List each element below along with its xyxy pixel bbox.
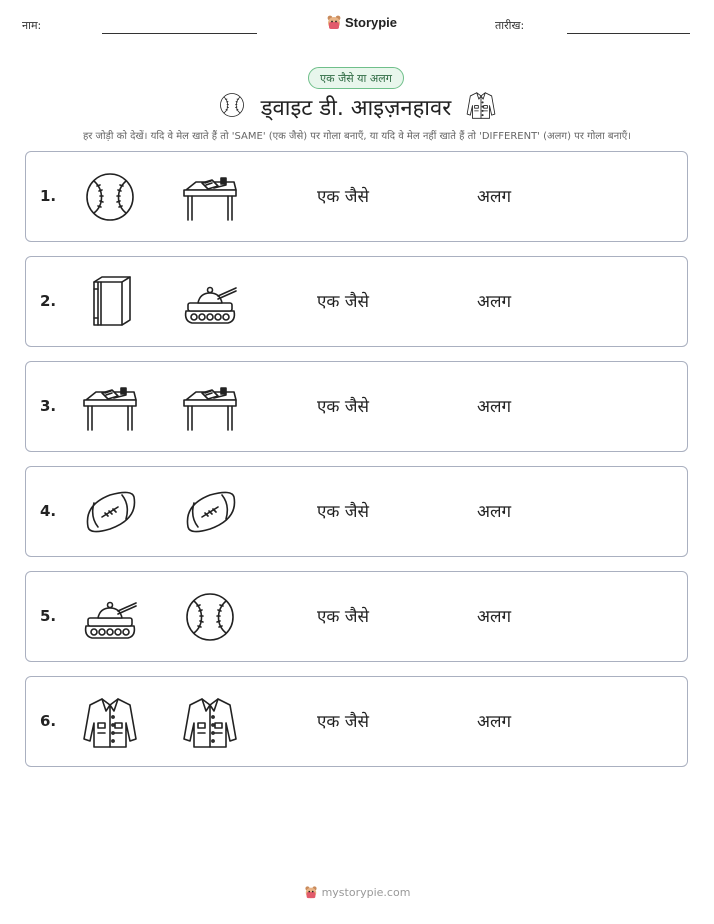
question-number: 5. — [40, 607, 57, 625]
question-number: 2. — [40, 292, 57, 310]
page-title: ड्वाइट डी. आइज़नहावर — [260, 96, 452, 121]
question-row — [25, 361, 688, 452]
question-row — [25, 256, 688, 347]
same-option[interactable]: एक जैसे — [317, 712, 369, 732]
date-label: तारीख: — [495, 19, 525, 32]
brand-logo — [326, 14, 397, 30]
tank-icon — [180, 273, 240, 331]
military-jacket-icon — [80, 693, 140, 751]
question-number: 4. — [40, 502, 57, 520]
baseball-icon — [180, 588, 240, 646]
instructions: हर जोड़ी को देखें। यदि वे मेल खाते हैं तो 'SAME' (एक जैसे) पर गोला बनाएँ, या यदि वे मेल नहीं खाते हैं तो 'DIFFERENT' (अलग) पर गोला बनाएँ। — [82, 131, 632, 142]
military-jacket-icon — [465, 89, 497, 125]
football-icon — [80, 483, 140, 541]
desk-icon — [180, 168, 240, 226]
same-option[interactable]: एक जैसे — [317, 502, 369, 522]
military-jacket-icon — [180, 693, 240, 751]
footer — [0, 885, 714, 899]
question-number: 3. — [40, 397, 57, 415]
storypie-mascot-icon — [326, 14, 342, 30]
different-option[interactable]: अलग — [477, 292, 512, 312]
brand-name: Storypie — [345, 14, 398, 30]
tank-icon — [80, 588, 140, 646]
desk-icon — [180, 378, 240, 436]
same-option[interactable]: एक जैसे — [317, 292, 369, 312]
baseball-icon — [80, 168, 140, 226]
different-option[interactable]: अलग — [477, 187, 512, 207]
different-option[interactable]: अलग — [477, 397, 512, 417]
date-field[interactable] — [567, 33, 690, 34]
book-icon — [80, 273, 140, 331]
question-row — [25, 676, 688, 767]
storypie-mascot-icon — [304, 885, 318, 899]
question-number: 6. — [40, 712, 57, 730]
football-icon — [180, 483, 240, 541]
different-option[interactable]: अलग — [477, 712, 512, 732]
different-option[interactable]: अलग — [477, 607, 512, 627]
question-row — [25, 151, 688, 242]
question-number: 1. — [40, 187, 57, 205]
same-option[interactable]: एक जैसे — [317, 607, 369, 627]
question-row — [25, 466, 688, 557]
category-badge: एक जैसे या अलग — [308, 67, 404, 89]
name-label: नाम: — [22, 19, 42, 32]
question-row — [25, 571, 688, 662]
footer-url: mystorypie.com — [321, 885, 411, 899]
different-option[interactable]: अलग — [477, 502, 512, 522]
same-option[interactable]: एक जैसे — [317, 187, 369, 207]
same-option[interactable]: एक जैसे — [317, 397, 369, 417]
baseball-icon — [217, 90, 247, 124]
desk-icon — [80, 378, 140, 436]
title-row — [0, 90, 714, 124]
name-field[interactable] — [102, 33, 257, 34]
